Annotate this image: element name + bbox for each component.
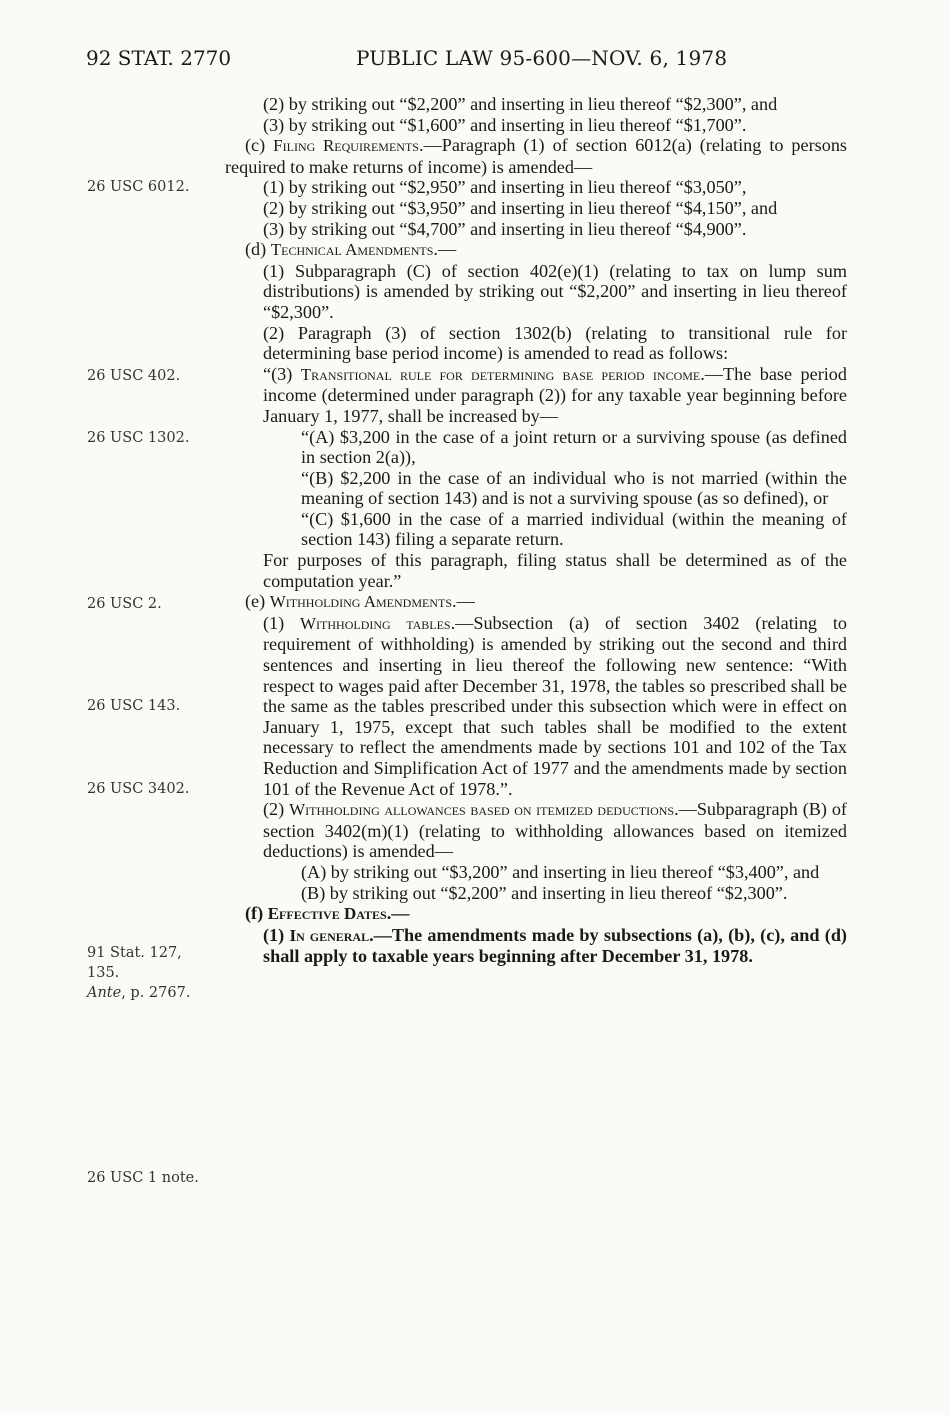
paragraph [263,94,847,115]
paragraph-label: (2) [263,799,290,820]
subsection-heading: Withholding Amendments [269,592,453,612]
subsection-heading: Technical Amendments [270,240,434,260]
paragraph [263,613,847,799]
running-title: PUBLIC LAW 95-600—NOV. 6, 1978 [356,46,728,70]
subsection-heading: Effective Dates [267,904,387,924]
paragraph [301,862,847,883]
paragraph [263,261,847,323]
paragraph-text: (1) by striking out “$2,950” and inserting in lieu thereof “$3,050”, [263,177,747,198]
margin-note-italic: Ante [87,985,122,1001]
paragraph [263,115,847,136]
subsection-d [245,239,847,261]
margin-note-statutes [87,943,212,1003]
margin-note: 26 USC 1 note. [87,1170,199,1186]
margin-note: 26 USC 3402. [87,781,190,797]
paragraph-text: .— [433,239,457,260]
paragraph-text: (2) by striking out “$2,200” and inserting in lieu thereof “$2,300”, and [263,94,778,114]
paragraph [263,219,847,240]
paragraph-label: (1) [263,612,301,633]
paragraph [301,427,847,468]
subsection-c [225,135,847,177]
margin-note: 26 USC 1302. [87,430,190,446]
paragraph-text: .—The amendments made by subsections (a), (b), (c), and (d) shall apply to taxable years beginning after December 31, 1978. [263,924,847,967]
paragraph-text: (1) Subparagraph (C) of section 402(e)(1) (relating to tax on lump sum distributions) is amended by striking out “$2,200” and inserting in lieu thereof “$2,300”. [263,260,847,322]
paragraph [263,925,847,967]
margin-note: 26 USC 2. [87,596,162,612]
paragraph-heading: In general [289,925,370,945]
paragraph-text: .—The base period income (determined under paragraph (2)) for any taxable year beginning before January 1, 1977, shall be increased by— [263,363,847,426]
paragraph-heading: Transitional rule for determining base period income [300,364,701,384]
quoted-paragraph [263,364,847,427]
paragraph-text: .— [452,591,475,612]
paragraph-text: (B) by striking out “$2,200” and inserting in lieu thereof “$2,300”. [301,882,788,903]
paragraph [263,323,847,364]
subsection-f [245,903,847,925]
paragraph [301,509,847,550]
paragraph-text: (3) by striking out “$4,700” and inserting in lieu thereof “$4,900”. [263,218,747,239]
paragraph-label: “(3) [263,363,301,384]
statute-body [225,94,847,967]
paragraph [263,550,847,591]
subsection-label: (f) [245,903,268,924]
subsection-label: (c) [245,135,274,156]
paragraph-heading: Withholding allowances based on itemized deductions [289,800,675,820]
subsection-label: (e) [245,591,270,612]
paragraph [301,468,847,509]
paragraph-text: “(A) $3,200 in the case of a joint return or a surviving spouse (as defined in section 2(a)), [301,426,847,468]
paragraph-text: .— [386,903,410,924]
subsection-e [245,591,847,613]
paragraph [263,799,847,862]
paragraph-text: .—Paragraph (1) of section 6012(a) (relating to persons required to make returns of income) is amended— [225,135,847,177]
paragraph-text: (A) by striking out “$3,200” and inserting in lieu thereof “$3,400”, and [301,861,820,882]
subsection-heading: Filing Requirements [273,136,419,156]
paragraph-text: .—Subparagraph (B) of section 3402(m)(1) (relating to withholding allowances based on itemized deductions) is amended— [263,799,847,862]
paragraph-text: “(C) $1,600 in the case of a married individual (within the meaning of section 143) filing a separate return. [301,508,847,550]
paragraph-heading: Withholding tables [300,613,451,633]
paragraph-text: (2) Paragraph (3) of section 1302(b) (relating to transitional rule for determining base period income) is amended to read as follows: [263,322,847,364]
paragraph-text: .—Subsection (a) of section 3402 (relating to requirement of withholding) is amended by striking out the second and third sentences and inserting in lieu thereof the following new sentence: “With respect to wages paid after December 31, 1978, the tables so prescribed shall be the same as the tables prescribed under this subsection which were in effect on January 1, 1975, except that such tables shall be modified to the extent necessary to reflect the amendments made by sections 101 and 102 of the Tax Reduction and Simplification Act of 1977 and the amendments made by section 101 of the Revenue Act of 1978.”. [263,612,847,799]
paragraph [263,198,847,219]
margin-note-rest: , p. 2767. [121,985,191,1001]
paragraph-text: For purposes of this paragraph, filing status shall be determined as of the computation year.” [263,550,847,591]
margin-note-line: 135. [87,965,120,981]
paragraph [301,883,847,904]
paragraph [263,177,847,198]
paragraph-text: (2) by striking out “$3,950” and inserting in lieu thereof “$4,150”, and [263,197,778,218]
margin-note: 26 USC 402. [87,368,181,384]
margin-note: 26 USC 143. [87,698,181,714]
subsection-label: (d) [245,239,271,260]
margin-note: 26 USC 6012. [87,179,190,195]
margin-note-line [87,983,212,1003]
paragraph-text: “(B) $2,200 in the case of an individual who is not married (within the meaning of section 143) and is not a surviving spouse (as so defined), or [301,467,847,509]
paragraph-label: (1) [263,924,290,945]
page-reference: 92 STAT. 2770 [86,46,232,70]
paragraph-text: (3) by striking out “$1,600” and inserting in lieu thereof “$1,700”. [263,114,747,135]
margin-note-line: 91 Stat. 127, [87,945,182,961]
